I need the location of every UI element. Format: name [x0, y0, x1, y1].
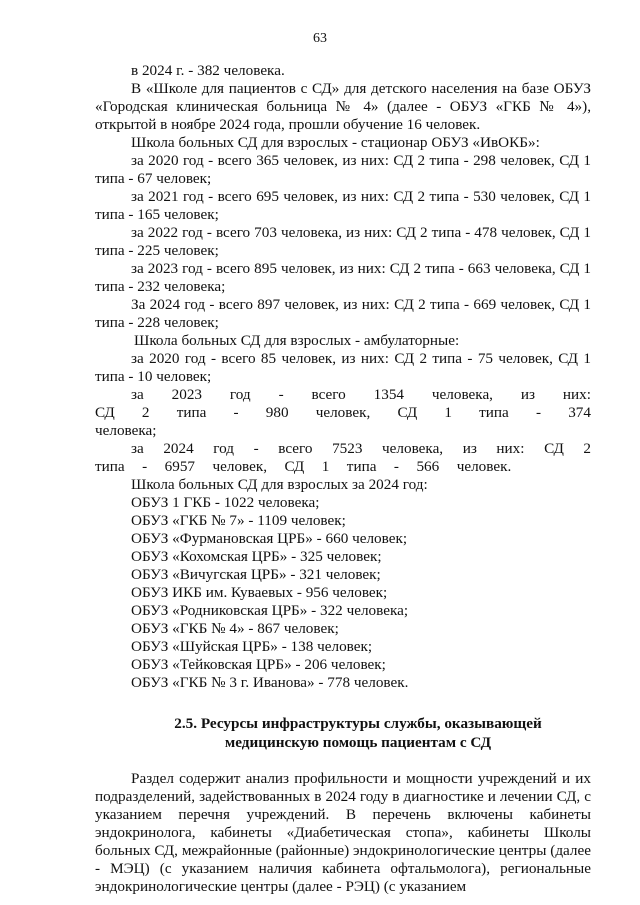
ivokb-2020: за 2020 год - всего 365 человек, из них: СД 2 типа - 298 человек, СД 1 типа - 67 человек;	[95, 152, 591, 187]
institution-item: ОБУЗ 1 ГКБ - 1022 человека;	[131, 494, 320, 511]
institution-item: ОБУЗ «Вичугская ЦРБ» - 321 человек;	[131, 566, 381, 583]
institution-item: ОБУЗ «ГКБ № 7» - 1109 человек;	[131, 512, 346, 529]
heading-2024-schools: Школа больных СД для взрослых за 2024 год:	[131, 476, 428, 493]
page-number: 63	[313, 31, 327, 46]
institution-item: ОБУЗ «Фурмановская ЦРБ» - 660 человек;	[131, 530, 408, 547]
institution-item: ОБУЗ «Тейковская ЦРБ» - 206 человек;	[131, 656, 386, 673]
document-body	[95, 62, 591, 896]
institution-item: ОБУЗ «Родниковская ЦРБ» - 322 человека;	[131, 602, 409, 619]
section-heading	[95, 714, 591, 752]
heading-ivokb-school: Школа больных СД для взрослых - стационар ОБУЗ «ИвОКБ»:	[131, 134, 540, 151]
institution-item: ОБУЗ «Кохомская ЦРБ» - 325 человек;	[131, 548, 382, 565]
section-heading-line2: медицинскую помощь пациентам с СД	[224, 734, 492, 751]
section-paragraph: Раздел содержит анализ профильности и мощности учреждений и их подразделений, задействованных в 2024 году в диагностике и лечении СД, с указанием перечня учреждений. В перечень включены кабинеты эндокринолога, кабинеты «Диабетическая стопа», кабинеты Школы больных СД, межрайонные (районные) эндокринологические центры (далее - МЭЦ) (с указанием наличия кабинета офтальмолога), региональные эндокринологические центры (далее - РЭЦ) (с указанием	[95, 770, 591, 895]
ambulatory-2024: за 2024 год - всего 7523 человека, из них: СД 2 типа - 6957 человек, СД 1 типа - 566 человек.	[95, 440, 591, 475]
ivokb-2022: за 2022 год - всего 703 человека, из них: СД 2 типа - 478 человек, СД 1 типа - 225 человек;	[95, 224, 591, 259]
section-heading-line1: 2.5. Ресурсы инфраструктуры службы, оказывающей	[174, 715, 542, 732]
ambulatory-2020: за 2020 год - всего 85 человек, из них: СД 2 типа - 75 человек, СД 1 типа - 10 человек;	[95, 350, 591, 385]
line-2024-total: в 2024 г. - 382 человека.	[131, 62, 285, 79]
ivokb-2021: за 2021 год - всего 695 человек, из них: СД 2 типа - 530 человек, СД 1 типа - 165 человек;	[95, 188, 591, 223]
ambulatory-2023: за 2023 год - всего 1354 человека, из них: СД 2 типа - 980 человек, СД 1 типа - 374 человека;	[95, 386, 591, 439]
institution-item: ОБУЗ «ГКБ № 4» - 867 человек;	[131, 620, 339, 637]
heading-ambulatory-school: Школа больных СД для взрослых - амбулаторные:	[134, 332, 460, 349]
institution-item: ОБУЗ ИКБ им. Куваевых - 956 человек;	[131, 584, 388, 601]
institution-item: ОБУЗ «Шуйская ЦРБ» - 138 человек;	[131, 638, 373, 655]
institution-item: ОБУЗ «ГКБ № 3 г. Иванова» - 778 человек.	[131, 674, 409, 691]
ivokb-2024: За 2024 год - всего 897 человек, из них: СД 2 типа - 669 человек, СД 1 типа - 228 человек;	[95, 296, 591, 331]
ivokb-2023: за 2023 год - всего 895 человек, из них: СД 2 типа - 663 человека, СД 1 типа - 232 человека;	[95, 260, 591, 295]
paragraph-children-school: В «Школе для пациентов с СД» для детского населения на базе ОБУЗ «Городская клиническая больница № 4» (далее - ОБУЗ «ГКБ № 4»), открытой в ноябре 2024 года, прошли обучение 16 человек.	[95, 80, 591, 133]
